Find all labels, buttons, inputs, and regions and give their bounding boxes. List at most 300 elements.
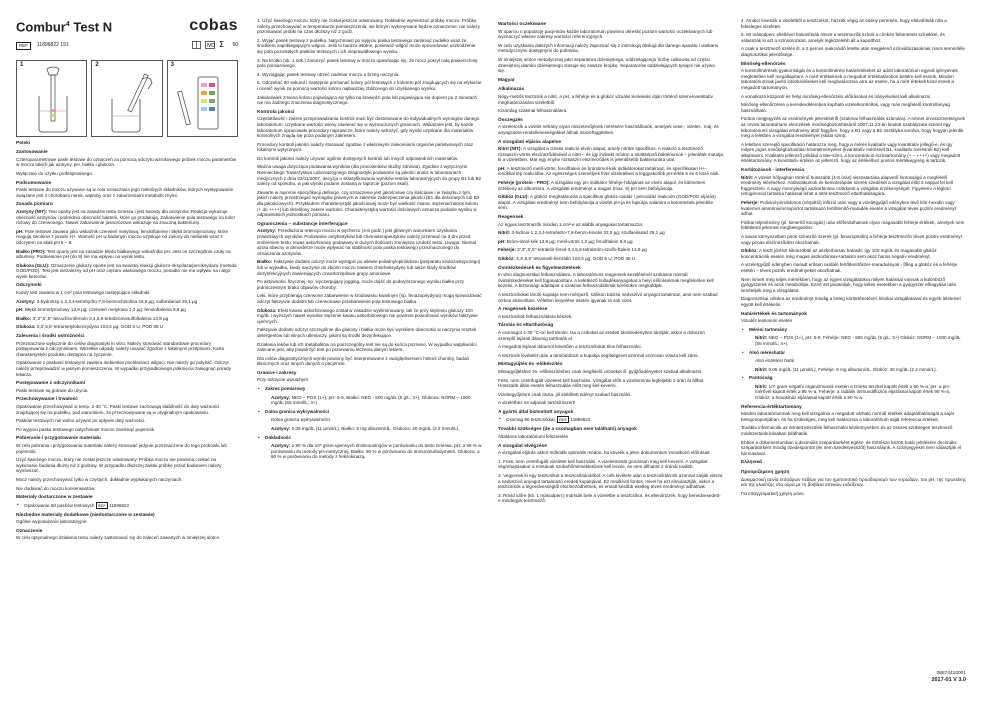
text: A vizsgálat elvégzése xyxy=(498,443,547,449)
ivd-icon xyxy=(205,41,215,52)
lead-term: Białko: xyxy=(257,259,273,265)
text: Podsumowanie xyxy=(16,180,52,186)
paragraph xyxy=(257,342,482,353)
paragraph xyxy=(16,307,238,313)
lead-term: Białko (PRO): xyxy=(16,248,46,254)
paragraph xyxy=(16,263,238,280)
text: Pontosság xyxy=(749,375,773,381)
paragraph xyxy=(257,72,482,78)
section-heading xyxy=(16,529,238,535)
section-heading xyxy=(16,397,238,403)
text: A vizeletcsík a vizelet néhány olyan összetevőjének mérésére használhatók, amelyek vese-, vizelet-, máj- és anyagcsere-rendellenességekkel állnak összefüggésben. xyxy=(498,124,719,135)
text: Ogólne wyposażenie laboratoryjne xyxy=(16,519,87,525)
text: A glükóz-meghatározás a specifikus glükóz-oxidáz / peroxidáz reakción (GOD/POD eljárás) alapul. A vizsgálati eredményt nem befolyásolja a vizelet pH-ja és fajsúlya valamint a ketontestek jelenléte sem. xyxy=(498,194,716,211)
lead-term: pH: xyxy=(498,165,506,171)
col4-body xyxy=(741,18,966,496)
text: Paski testowe do moczu używane są w celu oznaczania jego niektórych składników, których występowanie związane jest z chorobami nerek, wątroby oraz z zaburzeniami metabolicznymi. xyxy=(16,187,234,198)
paragraph xyxy=(498,239,723,245)
ref-number: 11896822 191 xyxy=(37,42,69,48)
lead-term: Azotyny: xyxy=(257,228,277,234)
text: Przechowywanie i trwałość xyxy=(16,397,78,403)
paragraph xyxy=(257,259,482,276)
text: A vizelet hólyagban történő hosszabb (4-8 órás) visszatartása alapvető fontosságú a megfelelő eredmény eléréséhez. Antibiotikumok és kemoterápiás szerek szedését a vizsgálat előtt 3 nappal fel kell függeszteni. A nagy mennyiségű aszkorbinsav csökkenti a vizsgálat érzékenységét. Figyelem! A légköri nitrogénoxid tartalma hatással lehet a nitrit-tesztmező eltarthatóságára. xyxy=(741,174,953,197)
paragraph xyxy=(498,247,723,253)
section-heading xyxy=(498,87,723,93)
paragraph xyxy=(741,440,966,457)
paragraph xyxy=(741,234,966,245)
lead-term: Nitrit: xyxy=(755,366,768,372)
paragraph xyxy=(16,486,238,492)
section-heading xyxy=(741,62,966,68)
text: Minőség-ellenőrzésre a kereskedelemben kapható vizeletkontrollok, vagy más megfelelő kontrollanyag használható. xyxy=(741,102,950,113)
paragraph xyxy=(741,200,966,217)
step-illustration-2: 2 xyxy=(91,60,162,137)
paragraph xyxy=(741,220,966,231)
text: Csomag 50 tesztcsíkkal, xyxy=(506,417,556,423)
product-title: Combur$^4$ Test N xyxy=(16,19,113,35)
text: Óvintézkedések és figyelmeztetések xyxy=(498,265,581,271)
text: Oznaczenie glukozy oparte jest na swoistej reakcji glukozo-oksydaza/peroksydaza (metoda GOD/POD). Test jest niezależny od pH oraz ciężaru właściwego moczu, ponadto nie ma wpływu na niego wynik ketonów. xyxy=(16,262,237,279)
text: Ebben a dokumentumban a decimális szeparátorként egész- és törtrésze között határ jelölésére decimális szeparátorként mindig tizedespontot (és nem tizedesvesszőt) használunk. A számjegyeket nem választják el hármasával. xyxy=(741,439,962,456)
text: Każdy test zawiera w 1 cm² pola testowego następujące składniki: xyxy=(16,290,151,296)
paragraph xyxy=(16,324,238,330)
paragraph xyxy=(257,279,482,290)
text: A tesztcsíkok felhasználásra készek. xyxy=(498,313,573,319)
paragraph xyxy=(257,356,482,367)
section-heading xyxy=(257,222,482,228)
text: Jakakolwiek zmiana koloru pojawiająca się tylko na krawędzi pola lub pojawiająca się dopiero po 2 minutach nie ma żadnego znaczenia diagnostycznego. xyxy=(257,94,478,106)
paragraph xyxy=(741,18,966,29)
section-heading xyxy=(498,444,723,450)
paragraph xyxy=(498,353,723,359)
section-heading xyxy=(498,140,723,146)
text: Referencia-értéktartomány xyxy=(741,404,802,410)
lead-term: Nitrit: xyxy=(741,174,754,180)
ref-label: REF xyxy=(16,42,31,50)
column-hungarian xyxy=(498,18,723,507)
text: A csomagot 2-30 °C-on kell tárolni. Ha a csíkokat az eredeti tárolóedényben tárolják, akkor a dobozon szereplő lejárati dátumig tarthatók el. xyxy=(498,329,705,341)
text: 0.05 mg/dL (11 µmol/L), Białko: 6 mg albumin/dL, Glukoza: 40 mg/dL (2.2 mmol/L). xyxy=(290,426,460,432)
paragraph xyxy=(16,299,238,305)
paragraph xyxy=(498,180,723,191)
text: 0.05 mg/dL (11 µmol/L), Fehérje: 6 mg albumin/dL, Glükóz: 40 mg/dL (2.2 mmol/L). xyxy=(767,366,937,372)
paragraph xyxy=(16,290,238,296)
paragraph xyxy=(741,296,966,307)
paragraph xyxy=(257,156,482,162)
text: Dla celów diagnostycznych wyniki powinny być interpretowane z uwzględnieniem historii choroby, badań klinicznych oraz innych danych o pacjencie. xyxy=(257,355,470,367)
text: Mintagyűjtés és -előkészítés xyxy=(498,362,563,368)
paragraph xyxy=(498,256,723,262)
paragraph xyxy=(741,262,966,273)
text: Vizeletgyűjtésre csak tiszta, jól kiöblített edényt szabad használni. xyxy=(498,391,632,397)
text: Mérési tartomány xyxy=(749,326,788,332)
text: Zawarte w raporcie specyfikacji definicje, czy oznaczenie jest jakościowe czy ilościowe i w związku z tym, jakich należy przestrzegać wymogów prawnych w zakresie zabezpieczenia jakości (B1 dla ilościowych lub B2 dla jakościowych). Przykładem charakterystyki jakościowej może być wielkość miana, stężenie/zakres koloru (+ do ++++) lub określony zakres wartości. Charakterystyką wartości ilościowych oznacza podanie wyniku w odpowiednich jednostkach pomiaru. xyxy=(257,189,480,218)
text: Procedury kontroli jakości należy stosować zgodnie z właściwymi zaleceniami organów państwowych oraz lokalnymi wytycznymi. xyxy=(257,141,474,153)
text: NEG – POS (1+), pH: 5-9, Fehérje: NEG - 500 mg/dL (5 g/L; 3+) Glükóz: NORM – 1000 mg/dL (55 mmol/L; 4+). xyxy=(755,335,961,346)
text: In vitro diagnosztikai felhasználásra. A laboratóriumi reagensek kezelésénél szokásos normál óvintézkedéseket kell foganatosítani. A keletkező hulladékanyagokat a helyi előírásoknak megfelelően kell kezelni. A biztonsági adatlapot a szakmai felhasználóknak kérésükre megküldjük. xyxy=(498,272,714,289)
paragraph xyxy=(257,58,482,69)
text: A megadott lejárati dátumot követően a tesztcsíkokat tilos felhasználni. xyxy=(498,344,642,350)
text: Leki, które przybierają czerwone zabarwienie w środowisku kwaśnym (np. fenazopirydyna) mogą spowodować odczyt fałszywie dodatni lub czerwonawe przebarwienie pola testowego białka. xyxy=(257,293,482,304)
bullet-item xyxy=(741,350,966,356)
text: Bróm-timol-kék 13,9 µg; metil-vörös 1,2 µg; fenolftalein 8,6 µg xyxy=(505,238,633,244)
test-count: 50 xyxy=(232,42,238,48)
text: Fontos megjegyzés az eredmények jelentéséről (szakmai felhasználók számára). A német orvosszövetségnek az orvosi laboratóriumi elemzések minőségbiztosításáról 2007.11.23-án kiadott szabályzata szerint egy laboratóriumi vizsgálati eredmény attól függően, hogy a B1 vagy a B2 osztályba sorolva, hogy hogyan jelentik meg a leletben a vizsgálat eredményét (skála szint). xyxy=(741,116,965,139)
column-polish xyxy=(16,18,238,544)
paragraph xyxy=(498,392,723,398)
paragraph xyxy=(498,230,723,236)
text: Efekt kwasu askorbinowego został w zasadzie wyeliminowany, tak że przy stężeniu glukozy 100 mg/dL i wyższym nawet wysokie stężenie kwasu askorbinowego nie powinno powodować wyników fałszywie ujemnych. xyxy=(257,307,478,324)
text: A kontrollmérések gyakoriságát és a kontrollmérési határértékeket az adott laboratórium egyedi igényeinek megfelelően kell megállapítani. A mért értékeknek a megadott értékhatárokon belülre kell esniük. Minden laboratóriumnak javító intézkedéseket kell meghatároznia arra az esetre, ha a mért értékek kívül esnek a megadott tartományon. xyxy=(741,68,958,90)
indented-text xyxy=(741,358,966,364)
text: Προοριζόμενη χρήση xyxy=(741,470,790,475)
text: A csak a tesztmező szélén ill. a 2 perces reakcióidő letelte után megjelenő színváltozásoknak nincs semmiféle diagnosztikai jelentősége. xyxy=(741,46,965,57)
paragraph xyxy=(16,388,238,394)
text: W celu optymalnego działania testu należy zastosować się do zaleceń zawartych w niniejszej ulotce. xyxy=(16,535,221,541)
wipe-strip-icon xyxy=(92,61,164,136)
bullet-item xyxy=(498,416,723,423)
text: Ograniczenia – substancje interferujące xyxy=(257,221,348,227)
lead-term: Nitrit (NIT): xyxy=(498,146,522,152)
lead-term: Glükóz (GLU): xyxy=(498,194,529,200)
italic-note xyxy=(741,318,966,324)
section-heading xyxy=(16,495,238,501)
lead-term: Azotyny: xyxy=(271,443,291,449)
header xyxy=(16,18,238,38)
indented-text xyxy=(741,384,966,401)
section-heading xyxy=(498,427,723,433)
section-heading xyxy=(257,371,482,377)
text: Friss, nem centrifugált vizeletet kell használni. Vizsgálat előtt a vizeletminta legfeljebb 2 órán át állhat. Hosszabb állás esetén felhasználás előtt meg kell keverni. xyxy=(498,377,705,389)
paragraph xyxy=(257,18,482,35)
text: Alkalmazás xyxy=(498,87,525,93)
text: Wyłącznie do użytku profesjonalnego. xyxy=(16,170,94,176)
section-heading xyxy=(16,141,238,147)
text: 3. Rövid időre (kb. 1 másodperc) mártsák bele a vizeletbe a tesztcsíkot, és ellenőrizzék, hogy benedvesedett-e mindegyik tesztmező. xyxy=(498,492,721,504)
paragraph xyxy=(498,459,723,470)
paragraph xyxy=(498,473,723,490)
paragraph xyxy=(16,457,238,474)
section-heading xyxy=(498,410,723,416)
text: Polski xyxy=(16,140,31,146)
paragraph xyxy=(498,124,723,135)
text: Fałszywie dodatni odczyt szczególnie dla glukozy i białka może być wynikiem obecności w naczyniu resztek detergentów lub silnych utleniaczy, jakimi są środki dezynfekujące. xyxy=(257,327,477,338)
paragraph xyxy=(498,450,723,456)
text: Częstotliwość i zakres przeprowadzania kontroli musi być dostosowane do indywidualnych wymogów danego laboratorium. Uzyskane wartości winny zawierać się w wyznaczonych granicach. Wskazane jest, by każde laboratorium opracowało procedury naprawcze, które należy wdrożyć, gdy wyniki uzyskane dla materiałów kontrolnych znajdą się poza podanym zakresem. xyxy=(257,116,480,139)
paragraph xyxy=(498,344,723,350)
paragraph xyxy=(741,175,966,197)
manual-icon xyxy=(192,41,201,52)
section-heading xyxy=(16,381,238,387)
paragraph xyxy=(498,108,723,114)
paragraph xyxy=(498,378,723,389)
text: A vonatkozó központi és helyi minőség-ellenőrzési előírásokat és irányelveket kell alkalmazni. xyxy=(741,93,932,99)
section-heading xyxy=(498,362,723,368)
paragraph xyxy=(498,369,723,375)
text: Ελληνικά xyxy=(741,460,762,466)
text: Zalecenia i środki ostrożności xyxy=(16,334,85,340)
procedure-illustrations xyxy=(16,60,238,137)
text: Korlátozások - interferencia xyxy=(741,168,805,174)
text: Reagensek xyxy=(498,215,524,221)
indented-text xyxy=(741,367,966,373)
col3-body xyxy=(498,22,723,504)
text: Pole testowe zawiera jako wskaźnik czerwień metylową, fenoloftaleinę i błękit bromotymolowy, które reagują swoiście z jonami H+. Wartość pH w badanym moczu uzyskuje od zielony do niebieski wraz z odczytem na skali pH 5 – 9. xyxy=(16,228,229,245)
lead-term: Azotyny: xyxy=(16,298,36,304)
paragraph xyxy=(498,222,723,228)
text: Vizuális leolvasás esetén xyxy=(741,318,793,324)
paragraph xyxy=(498,272,723,289)
lead-term: pH: xyxy=(16,307,24,313)
text: W celu uzyskania dalszych informacji należy zapoznać się z instrukcją obsługi dla danego aparatu i ulotkami metodycznymi dostępnymi do pobrania. xyxy=(498,42,719,54)
text: Po aktywności fizycznej, np. wyczerpujący jogging, może dojść do podwyższonego wyniku białka przy jednoczesnym braku objawów choroby. xyxy=(257,279,465,290)
text: Użyć świeżego moczu, który nie został jeszcze odwirowany. Próbka moczu nie powinna czekać na wykonanie badania dłużej niż 2 godziny. W przypadku dłuższej zwłoki próbkę przed badaniem należy wymieszać. xyxy=(16,457,222,474)
step-illustration-3: 3 xyxy=(167,60,238,137)
paragraph xyxy=(16,519,238,525)
bullet-item xyxy=(257,435,482,441)
paragraph xyxy=(741,32,966,43)
dip-strip-icon xyxy=(17,61,89,136)
bullet-item xyxy=(741,327,966,333)
paragraph xyxy=(741,116,966,138)
text: További szükséges (de a csomagban nem található) anyagok xyxy=(498,427,637,433)
section-heading xyxy=(16,436,238,442)
text: Do kontroli jakości należy używać ogólnie dostępnych kontroli lub innych odpowiednich materiałów. xyxy=(257,155,459,161)
paragraph xyxy=(498,43,723,54)
text: 1. Użyć świeżego moczu, który nie został jeszcze odwirowany. Dokładnie wymieszać próbkę moczu. Próbkę należy przechowywać w temperaturze pomieszczenia, we którym wykonywane będzie oznaczenie: nie należy pozostawiać próbki na czas dłuższy niż 2 godz. xyxy=(257,18,480,35)
text: 10⁵ gram-negatív organizmusok esetén a Griess teszttel kapott érték ≥ 90 %-a, pH: a pH-mérővel kapott érték ≥ 95 %-a, Fehérje: a radiális immundiffúziós eljárással kapott érték 90 %-a, Glükóz: a hexokináz eljárással kapott érték ≥ 90 %-a. xyxy=(755,383,951,401)
text: Ważna uwaga dotycząca podawania wyników (dla pracowników służby zdrowia). Zgodnie z wytycznymi Niemieckiego Towarzystwa Laboratoryjnego Diagnostyki podawane są jakości analiz w laboratoriach medycznych z dnia 23/11/2007, decyzja o sklasyfikowaniu wyników testów laboratoryjnych do grupy B1 lub B2 zależy od sposobu, w jaki wyniki podane zostaną w raporcie (pozom skali). xyxy=(257,164,482,187)
paragraph xyxy=(257,164,482,186)
paragraph xyxy=(16,360,238,377)
text: Zakres pomiarowy xyxy=(265,386,306,392)
paragraph xyxy=(741,102,966,113)
svg-text:IVD: IVD xyxy=(206,42,216,49)
text: A tesztcsík kivételét után a tárolódobozt a kupakja segítségével azonnal szorosan vissza kell zárni. xyxy=(498,352,699,358)
text: Pobieranie i przygotowanie materiału xyxy=(16,436,101,442)
text: Kizárólag szakmai felhasználásra. xyxy=(498,108,568,114)
paragraph xyxy=(498,94,723,105)
text: A reagensek kezelése xyxy=(498,307,548,313)
text: W niniejszej ulotce metodycznej jako separatora dziesiętnego, oddzielającego liczbę całkowitą od części dziesiętnej ułamka dziesiętnego stosuje się zawsze kropkę. Separatorów oddzielających tysiące nie używa się. xyxy=(498,56,715,74)
text: 3-hidroxi-1,2,3,4-tetrahidro-7,8-benzo-kinolin 33,5 µg; szulfanilamid 29,1 µg xyxy=(510,230,665,236)
text: 2. Vegyenek ki egy tesztcsíkot a tesztcsíktárolóból. A csík kivétele után a tesztcsíktárolót azonnal zárják vissza a nedvszívó anyagot tartalmazó eredeti kupakjával. Ez rendkívül fontos, mivel ha ezt elmulasztják, akkor a tesztcsíkok a légnedvességtől elszíneződhetnek, és emiatt később esetleg téves eredményt adhatnak. xyxy=(498,473,723,490)
text: A tesztmező metil-vörös, fenolftalein és brómtimol-kék indikátorokat tartalmaz, és specifikusan H+-ionokkal lép reakcióba. Az egészséges személyek friss vizeletében a leggyakoribb pH-érték 5 és 6 közé esik. xyxy=(498,165,720,177)
text: Działania leków lub ich metabolitów na poszczególny test nie są do końca poznane. W wypadku wątpliwości zalecane jest, aby powtórzyć test po przerwaniu leczenia danym lekiem. xyxy=(257,341,477,353)
section-heading xyxy=(498,323,723,329)
text: ≥ 90 % dla 10⁵ gram-ujemnych drobnoustrojów w porównaniu do testu Griessa, pH: ≥ 95 % w porównaniu do metody pH-metrycznej, Białko: 90 % w porównaniu do immunoturbidymetrii, Glukoza: ≥ 90 % w porównaniu do metody z heksokinazą. xyxy=(271,443,482,460)
paragraph xyxy=(741,46,966,57)
lead-term: Nitrit: xyxy=(498,230,511,236)
text: Mocz należy przechowywać tylko w czystych, dokładnie wypłukanych naczyniach. xyxy=(16,476,183,482)
paragraph xyxy=(741,411,966,422)
indented-text xyxy=(257,443,482,460)
text: Általános laboratóriumi felszerelés xyxy=(498,434,568,440)
section-heading xyxy=(498,78,723,84)
indented-text xyxy=(257,426,482,432)
bullet-item xyxy=(257,386,482,392)
text: Nem ismert még teljes mértékben, hogy az egyes vizsgálatokra milyen hatással vannak a különböző gyógyszerek és azok metabolitjai. Ezért azt javasoljuk, hogy kétes esetekben a gyógyszer elhagyása után ismételjék meg a vizsgálatot. xyxy=(741,276,957,293)
paragraph xyxy=(16,249,238,260)
lead-term: Glukoza: xyxy=(257,307,277,313)
paragraph xyxy=(741,277,966,294)
col2-body xyxy=(257,18,482,460)
lead-term: Azotyny: xyxy=(271,426,291,432)
bullet-item xyxy=(741,375,966,381)
text: Dolna granica wykrywalności xyxy=(265,408,330,414)
indented-text xyxy=(257,417,482,423)
text: Négy-mezős tesztcsík a nitrit, a pH, a fehérje és a glükóz vizuális leolvasás útján történő szemi-kvantitatív meghatározására vizeletből. xyxy=(498,93,713,105)
paragraph xyxy=(16,316,238,322)
section-heading xyxy=(741,470,966,476)
text: 4. Wyciągając pasek testowy otrzeć nadmiar moczu o brzeg naczynia. xyxy=(257,71,400,77)
text: Wartości oczekiwane xyxy=(498,22,547,27)
paragraph xyxy=(498,57,723,74)
section-heading xyxy=(16,150,238,156)
paragraph xyxy=(741,477,966,488)
text: Alsó méréshatár xyxy=(749,349,786,355)
text: A vizelethez ne adjanak tartósítószert! xyxy=(498,400,576,406)
section-heading xyxy=(741,312,966,318)
text: A vizsgálat egy pH indikátor fehérje-hibájának az elvén alapul, és különösen érzékeny az albuminra. A vizsgálati eredményt a magas (max. 9) pH nem befolyásolja. xyxy=(498,180,706,191)
text: Fałszywie dodatni odczyt może wystąpić po wlewie poliwinylopirolidonu (preparatu krwiozastępczego) lub w wypadku, kiedy naczynie do zbiórki moczu zawiera chlorheksydynę lub także ślady środków dezynfekcyjnych zawierających czwartorzędowe grupy amoniowe. xyxy=(257,259,481,276)
lead-term: Azotyny: xyxy=(271,394,291,400)
text: A tesztcsíkokat tároló kupakja nem-mérgező, szilikon bázisú nedvszívó anyagot tartalmaz, amit nem szabad orrban eltávolítani. Véletlen lenyelése esetén igyanak rá sok vizet. xyxy=(498,291,718,303)
text: Przeznaczone wyłącznie do celów diagnostyki in vitro. Należy stosować standardowe procedury postępowania z odczynnikami. Wszelkie odpady należy usuwać zgodnie z lokalnymi przepisami. Karta charakterystyki produktu dostępna na życzenie. xyxy=(16,340,225,357)
paragraph xyxy=(257,228,482,256)
paragraph xyxy=(498,330,723,341)
paragraph xyxy=(16,187,238,198)
text: 3,3',5,5'-tetrametil-benzidin 103,5 µg; GOD 6 U, POD 35 U xyxy=(514,256,636,261)
section-heading xyxy=(741,460,966,466)
lead-term: Fehérje: xyxy=(741,200,759,206)
text: 4. Amikor kiveszik a vizeletből a tesztcsíkot, húzzák végig az edény peremén, hogy eltávolítsák róla a felesleges vizeletet. xyxy=(741,18,947,29)
italic-note xyxy=(257,377,482,383)
text: Materiały dostarczone w zestawie xyxy=(16,495,93,501)
lead-term: Glükóz: xyxy=(498,256,515,261)
text: A vizsgálati eljárás alapelve xyxy=(498,139,562,145)
ref-badge: REF xyxy=(97,502,106,508)
text: Niezbędne materiały dodatkowe (niedostarczone w zestawie) xyxy=(16,512,155,518)
text: Test oparty jest na zasadzie testu Griessa i jest swoisty dla azotynów. Reakcja wykazuje obecność azotynów i pośrednio obecność bakterii, które go produkują. Zabarwienie pola testowego na kolor różowy do czerwonego. Nawet zabarwienie jasnoróżowe wskazuje na znaczną bakteriurię. xyxy=(16,208,236,226)
text: Dolna granica wykrywalności xyxy=(271,417,330,423)
bullet-item xyxy=(257,409,482,415)
text: 1. Friss, nem centrifugált vizeletet kell használni. A vizeletmintát gondosan meg kell keverni. A vizsgálat végrehajtásakor a mintának szobahőmérsékletűnek kell lennie, és nem állhatott 2 óránál tovább. xyxy=(498,458,708,470)
section-heading xyxy=(498,22,723,28)
lead-term: Białko: xyxy=(16,315,32,321)
text: Zastosowanie xyxy=(16,150,48,156)
text: A vizeletgyűjtő edényben maradt erősen oxidáló fertőtlenítőszer-maradványok - főleg a glükóz és a fehérje esetén – téves pozitív eredményeket okozhatnak. xyxy=(741,262,958,273)
text: Tárolás és eltarthatóság xyxy=(498,323,554,329)
paragraph xyxy=(498,29,723,40)
paragraph xyxy=(741,425,966,436)
text: Odczynniki xyxy=(16,283,42,289)
lead-term: Azotyny (NIT): xyxy=(16,208,48,214)
paragraph xyxy=(16,157,238,168)
ref-number: 11896822 xyxy=(107,502,130,508)
section-heading xyxy=(257,110,482,116)
compare-color-icon xyxy=(168,61,240,136)
indented-text xyxy=(257,395,482,406)
column-polish-continued xyxy=(257,18,482,463)
text: 3',3'',5',5''-tetrachlorofenolo-3,4,5,6-tetrabromosulfoftaleina 13,9 µg xyxy=(31,315,169,321)
paragraph xyxy=(498,493,723,504)
paragraph xyxy=(498,194,723,211)
footer xyxy=(931,671,966,683)
paragraph xyxy=(498,166,723,177)
bullet-item xyxy=(16,502,238,509)
text: Nie dodawać do moczu konserwantów. xyxy=(16,485,96,491)
text: A savas környezetben piros színezőé szerek (pl. fenazopiridin) a fehérje tesztmezőn téves pozitív eredményt vagy piroas elszíneződést okozhatnak. xyxy=(741,234,962,245)
text: 3. Na krótko (ok. 1 sek.) zanurzyć pasek testowy w moczu upewniając się, że mocz pokrył całą powierzchnię pola pomiarowego. xyxy=(257,57,478,69)
section-heading xyxy=(741,168,966,174)
text: Összegzés xyxy=(498,117,523,123)
section-heading xyxy=(16,181,238,187)
paragraph xyxy=(16,535,238,541)
text: Polivinil-pirrolidonos (vérpótló) infúzió után vagy a vizeletgyűjtő edényben lévő klór-hexidin vagy kvaterner ammóniumcsoportot tartalmazó fertőtlenítő-maradék esetén a vizsgálat téves pozitív eredményt adhat. xyxy=(741,200,956,217)
text: Kontrola jakości xyxy=(257,109,295,115)
text: Test oparty jest na zasadzie błędu białkowego wskaźnika pH. Jest on szczególnie czuły na albuminy. Podniesione pH (do 9) nie ma wpływu na wynik testu. xyxy=(16,248,231,260)
paragraph xyxy=(257,190,482,218)
text: A vizsgálati eljárás akkor működik optimális módon, ha követik a jelen dokumentum vonatkozó előírásait. xyxy=(498,450,711,456)
section-heading xyxy=(16,283,238,289)
text: Minőség-ellenőrzés xyxy=(741,61,786,67)
text: Minden laboratóriumnak meg kell vizsgálnia a megadott várható normál értékek adaptálhatóságát a saját betegcsoportjában, és ha szükséges, meg kell határoznia a laboratórium saját referencia értékeit. xyxy=(741,411,954,422)
paragraph xyxy=(741,94,966,100)
indented-text xyxy=(741,335,966,346)
paragraph xyxy=(16,404,238,415)
step-illustration-1: 1 xyxy=(16,60,87,137)
text: Alsó észlelési határ xyxy=(755,358,795,364)
section-heading xyxy=(16,513,238,519)
paragraph xyxy=(16,477,238,483)
lead-term: Glukoza (GLU): xyxy=(16,262,50,268)
section-heading xyxy=(498,118,723,124)
text: Oznaczenie xyxy=(16,528,43,534)
text: 3',3'',5',5''-tetraklór-fenol-3,4,5,6-tetrabróm-szulfo-ftalein 13,9 µg xyxy=(515,247,647,253)
paragraph xyxy=(16,171,238,177)
text: Magyar xyxy=(498,77,515,83)
paragraph xyxy=(16,418,238,424)
paragraph xyxy=(257,38,482,55)
paragraph xyxy=(257,116,482,138)
lead-term: Nitrit: xyxy=(755,335,768,341)
text: 5. Odczekać 60 sekund i następnie porównać kolory pól testowych z kolorem pól znajdujących się na etykiecie i ocenić wynik za pomocą wartości koloru najbardziej zbliżonego do uzyskanego wyniku. xyxy=(257,80,482,91)
text: Błękit bromotymolowy 13,9 µg; czerwień metylowa 1,2 µg; fenoloftaleina 8,6 µg xyxy=(23,307,186,313)
paragraph xyxy=(498,400,723,406)
text: 3,3',5,5'-tetrametylobenzydyna 103,5 µg; GOD 6 U, POD 35 U xyxy=(35,324,164,330)
paragraph xyxy=(498,434,723,440)
document-version: 2017-01 V 3.0 xyxy=(931,677,966,683)
paragraph xyxy=(498,146,723,163)
section-heading xyxy=(498,215,723,221)
paragraph xyxy=(257,308,482,325)
paragraph xyxy=(741,68,966,90)
text: További információk az érintett készülék felhasználói kézikönyvében és az összes szükséges tesztmező módszertanleírásában találhatók. xyxy=(741,425,953,437)
paragraph xyxy=(16,209,238,226)
lead-term: Nitrit: xyxy=(755,383,768,389)
text: 3-hydroksy-1,2,3,4-tetrahydro-7,8-benzochinolina 33,5 µg; sulfanilamid 29,1 µg xyxy=(35,298,198,304)
text: NEG – POS (1+), pH: 5-9, Białko: NEG - 500 mg/dL (5 g/L; 3+), Glukoza: NORM – 1000 mg/dL (55 mmol/L; 4+). xyxy=(271,394,471,406)
text: Przedłużona retencja moczu w pęcherzu (4-8 godz.) jest głównym warunkiem uzyskania prawdziwych wyników. Podawanie antybiotyków lub chemioterapeutyków należy przerwać na 3 dni przed zrobieniem testu. Kwas askorbinowy podawany w dużych ilościach zmniejsza czułość testu. Uwaga: Niemal azotu obecny w atmosferze może wpływać na stabilność pola paska testowego przeznaczonego do oznaczania azotynów. xyxy=(257,228,477,256)
text: Opakowanie przechowywać w temp. 2-30 °C. Paski testowe zachowują stabilność do daty ważności znajdującej się na pudełku, pod warunkiem, że przechowywane są w oryginalnym opakowaniu. xyxy=(16,403,220,415)
paragraph xyxy=(16,341,238,358)
paragraph xyxy=(741,491,966,497)
paragraph xyxy=(741,142,966,164)
col1-body xyxy=(16,141,238,541)
lead-term: Glukoza: xyxy=(16,324,36,330)
paragraph xyxy=(257,293,482,304)
